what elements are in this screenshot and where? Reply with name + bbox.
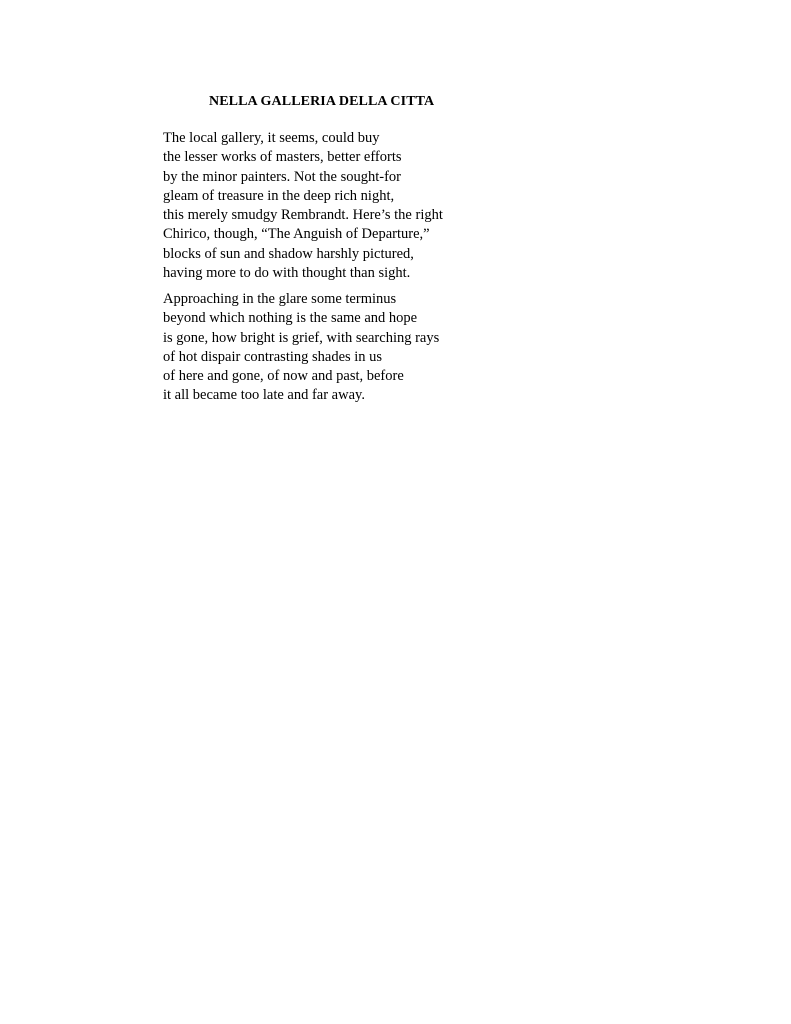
poem-line: this merely smudgy Rembrandt. Here’s the right	[163, 207, 443, 224]
poem-line: it all became too late and far away.	[163, 387, 365, 404]
poem-line: The local gallery, it seems, could buy	[163, 130, 380, 146]
poem-line: gleam of treasure in the deep rich night,	[163, 187, 395, 204]
poem-title: NELLA GALLERIA DELLA CITTA	[209, 94, 435, 109]
poem-line: of hot dispair contrasting shades in us	[163, 348, 383, 365]
poem-line: Approaching in the glare some terminus	[163, 291, 397, 307]
poem-line: beyond which nothing is the same and hope	[163, 310, 418, 327]
stanza-1	[163, 129, 443, 283]
poem-line: Chirico, though, “The Anguish of Departure,”	[163, 226, 430, 243]
poem-line: the lesser works of masters, better efforts	[163, 149, 402, 166]
poem-line: is gone, how bright is grief, with searching rays	[163, 329, 440, 346]
poem-line: blocks of sun and shadow harshly pictured,	[163, 245, 414, 262]
stanza-2	[163, 290, 439, 406]
poem-line: of here and gone, of now and past, before	[163, 368, 404, 385]
poem-line: by the minor painters. Not the sought-for	[163, 168, 401, 185]
poem-line: having more to do with thought than sight.	[163, 265, 411, 282]
